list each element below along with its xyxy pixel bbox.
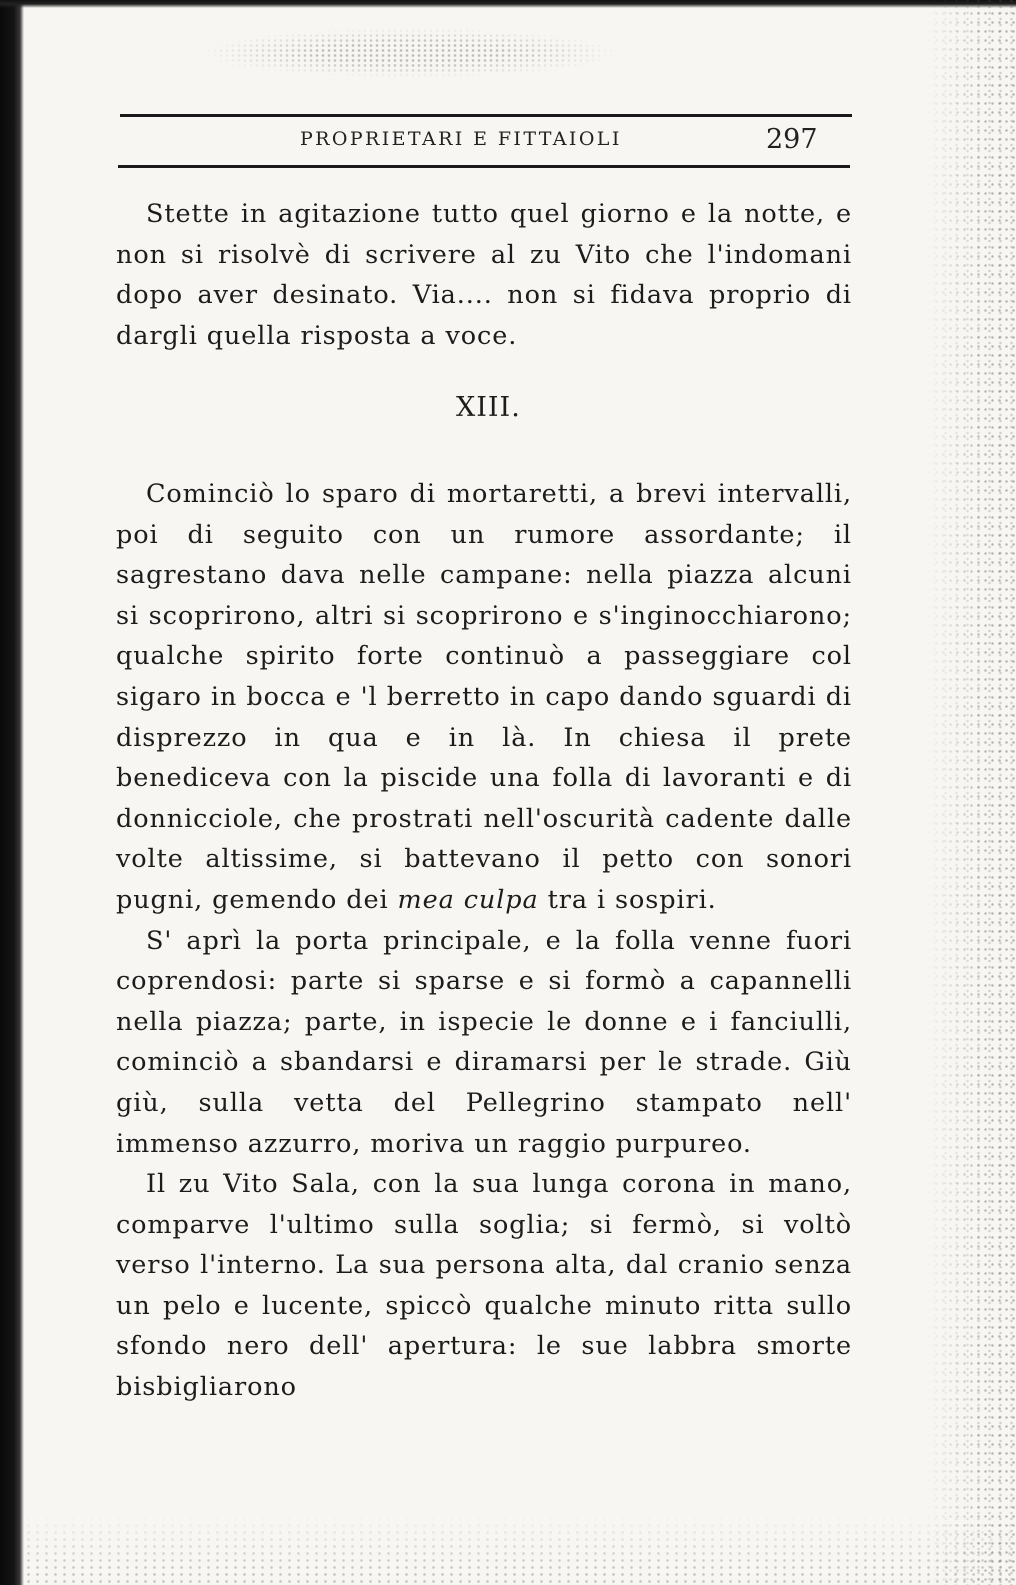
paragraph-1: Stette in agitazione tutto quel giorno e la notte, e non si risolvè di scrivere al zu Vito che l'indomani dopo aver desinato. Via.... non si fidava proprio di dargli quella risposta a voce. [116, 199, 852, 351]
scan-noise-right [926, 0, 1016, 1585]
header-rule-top [120, 114, 852, 117]
running-head: PROPRIETARI E FITTAIOLI [300, 128, 622, 150]
page-number: 297 [766, 124, 818, 155]
paragraph-2 [116, 474, 852, 921]
book-binding-shadow [0, 0, 24, 1585]
paragraph-3: S' aprì la porta principale, e la folla venne fuori coprendosi: parte si sparse e si formò a capannelli nella piazza; parte, in ispecie le donne e i fanciulli, cominciò a sbandarsi e diramarsi per le strade. Giù giù, sulla vetta del Pellegrino stampato nell' immenso azzurro, moriva un raggio purpureo. [116, 925, 852, 1159]
paragraph-2-italic: mea culpa [397, 884, 539, 915]
paragraph-4: Il zu Vito Sala, con la sua lunga corona in mano, comparve l'ultimo sulla soglia; si fermò, si voltò verso l'interno. La sua persona alta, dal cranio senza un pelo e lucente, spiccò qualche minuto ritta sullo sfondo nero dell' apertura: le sue labbra smorte bisbigliarono [116, 1169, 852, 1403]
text-block-chapter [116, 474, 852, 1408]
text-block-opening [116, 194, 852, 356]
paragraph-2-text-b: tra i sospiri. [538, 884, 717, 915]
header-rule-bottom [118, 165, 850, 168]
scan-noise-top [200, 28, 620, 78]
chapter-heading: XIII. [456, 392, 521, 423]
page-top-edge [0, 0, 1016, 8]
scan-noise-bottom [24, 1515, 1014, 1585]
paragraph-2-text-a: Cominciò lo sparo di mortaretti, a brevi intervalli, poi di seguito con un rumore assordante; il sagrestano dava nelle campane: nella piazza alcuni si scoprirono, altri si scoprirono e s'inginocchiarono; qualche spirito forte continuò a passeggiare col sigaro in bocca e 'l berretto in capo dando sguardi di disprezzo in qua e in là. In chiesa il prete benediceva con la piscide una folla di lavoranti e di donnicciole, che prostrati nell'oscurità cadente dalle volte altissime, si battevano il petto con sonori pugni, gemendo dei [116, 479, 852, 915]
